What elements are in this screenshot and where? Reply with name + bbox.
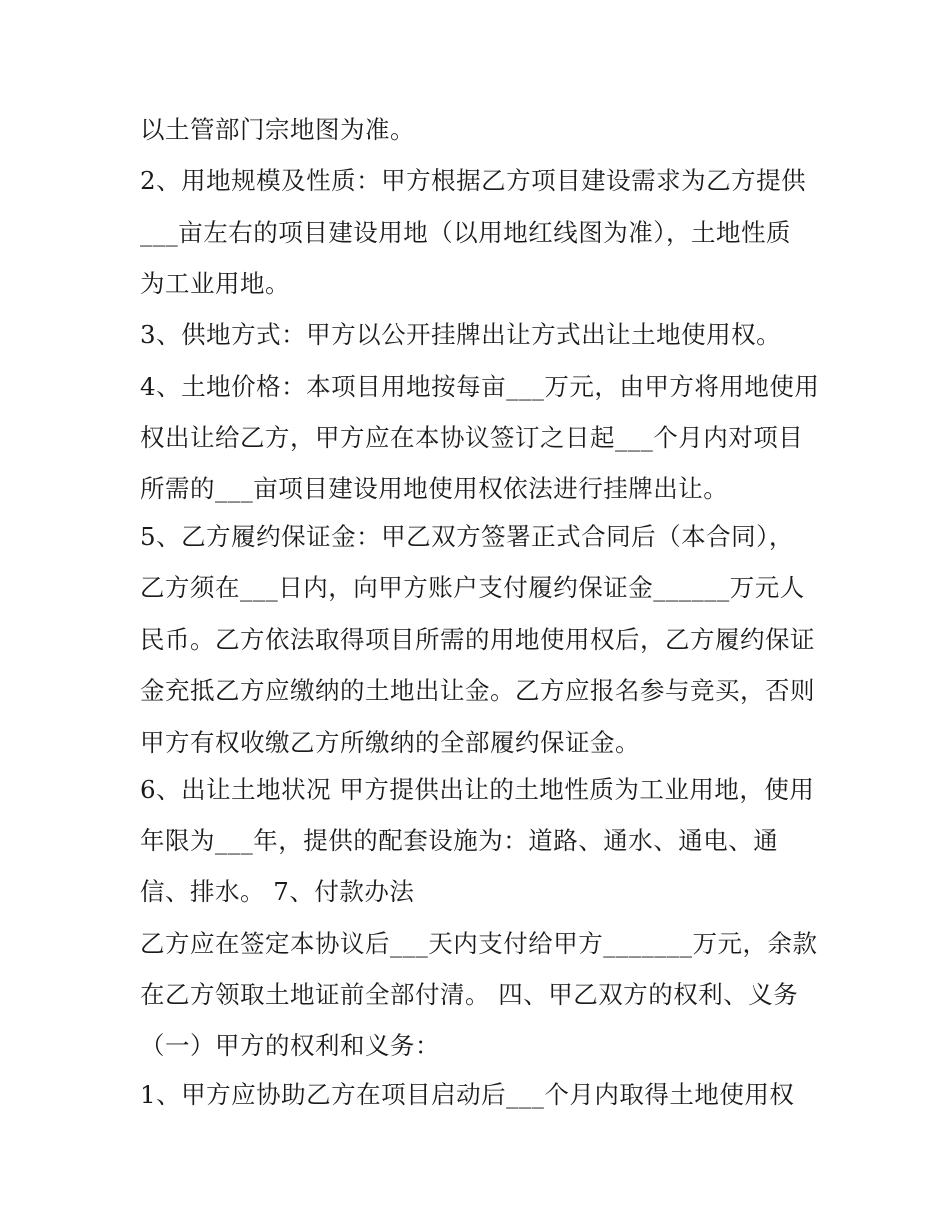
text-line: 信、排水。 7、付款办法 [140, 877, 415, 906]
text-line: 甲方有权收缴乙方所缴纳的全部履约保证金。 [140, 728, 640, 757]
text-line: 在乙方领取土地证前全部付清。 四、甲乙双方的权利、义务 [140, 980, 799, 1009]
text-line: 6、出让土地状况 甲方提供出让的土地性质为工业用地，使用 [140, 775, 815, 804]
text-line: 2、用地规模及性质：甲方根据乙方项目建设需求为乙方提供 [140, 166, 807, 195]
text-line: 权出让给乙方，甲方应在本协议签订之日起___个月内对项目 [140, 423, 804, 452]
text-line: 4、土地价格：本项目用地按每亩___万元，由甲方将用地使用 [140, 372, 820, 401]
text-line: 民币。乙方依法取得项目所需的用地使用权后，乙方履约保证 [140, 625, 815, 654]
text-line: 乙方应在签定本协议后___天内支付给甲方_______万元，余款 [140, 929, 818, 958]
text-line: 5、乙方履约保证金：甲乙双方签署正式合同后（本合同）， [140, 522, 794, 551]
text-line: 1、甲方应协助乙方在项目启动后___个月内取得土地使用权 [140, 1080, 795, 1109]
text-line: 乙方须在___日内，向甲方账户支付履约保证金______万元人 [140, 573, 805, 602]
text-line: （一）甲方的权利和义务： [140, 1031, 440, 1060]
text-line: 以土管部门宗地图为准。 [140, 115, 415, 144]
text-line: 3、供地方式：甲方以公开挂牌出让方式出让土地使用权。 [140, 320, 782, 349]
text-line: 所需的___亩项目建设用地使用权依法进行挂牌出让。 [140, 474, 729, 503]
text-line: 金充抵乙方应缴纳的土地出让金。乙方应报名参与竞买，否则 [140, 676, 815, 705]
text-line: ___亩左右的项目建设用地（以用地红线图为准），土地性质 [140, 218, 791, 247]
text-line: 为工业用地。 [140, 269, 290, 298]
text-line: 年限为___年，提供的配套设施为：道路、通水、通电、通 [140, 826, 779, 855]
